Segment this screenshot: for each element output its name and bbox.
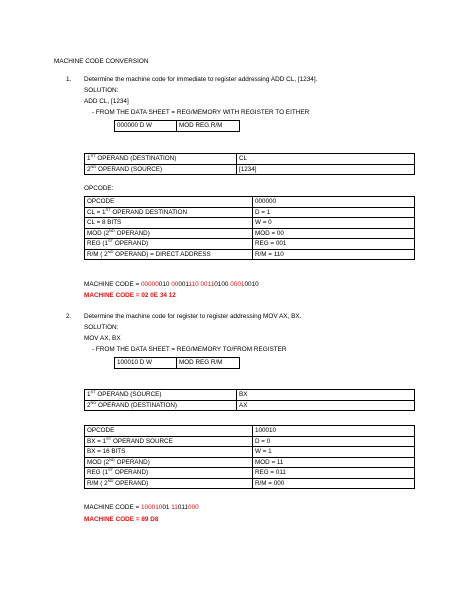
machine-code-bits (141, 504, 199, 511)
document-title: MACHINE CODE CONVERSION (54, 58, 149, 65)
instruction-text: ADD CL, [1234] (84, 98, 129, 105)
question-number: 2. (66, 313, 72, 320)
operand-ordinal: 2 (87, 401, 91, 409)
question-text: Determine the machine code for register to register addressing MOV AX, BX. (84, 313, 302, 320)
format-opcode-cell: 000000 D W (115, 121, 177, 132)
bit-group: 01 (162, 504, 170, 511)
table-row: 1ST OPERAND (SOURCE) BX (85, 390, 415, 401)
opcode-table (84, 425, 415, 489)
operand-ordinal: 1 (87, 155, 91, 162)
operand-label: OPERAND (SOURCE) (97, 391, 162, 398)
table-row: OPCODE 000000 (85, 197, 415, 208)
operand-value: AX (237, 400, 415, 411)
data-sheet-note: - FROM THE DATA SHEET = REG/MEMORY WITH REGISTER TO EITHER (92, 109, 310, 116)
instruction-text: MOV AX, BX (84, 335, 121, 342)
operand-table (84, 153, 415, 175)
bit-group: 0011 (200, 281, 215, 288)
bit-group: 11 (171, 504, 178, 511)
machine-code-hex: MACHINE CODE = 02 0E 34 12 (84, 292, 176, 299)
bit-group: 0001 (230, 281, 245, 288)
bit-group: 100010 (141, 504, 163, 511)
machine-code-binary: MACHINE CODE = 00000010 00001110 00110100 00010010 (84, 281, 259, 288)
operand-value: [1234] (237, 164, 415, 175)
solution-label: SOLUTION: (84, 87, 119, 94)
bit-group: 0100 (214, 281, 229, 288)
table-row: 1ST OPERAND (DESTINATION) CL (85, 154, 415, 165)
table-row: R/M ( 2ND OPERAND) = DIRECT ADDRESS R/M = 110 (85, 249, 415, 260)
table-row: CL = 1ST OPERAND DESTINATION D = 1 (85, 207, 415, 218)
table-row: MOD (2ND OPERAND) MOD = 00 (85, 228, 415, 239)
data-sheet-note: - FROM THE DATA SHEET = REG/MEMORY TO/FROM REGISTER (92, 346, 287, 353)
operand-table (84, 389, 415, 411)
solution-label: SOLUTION: (84, 324, 119, 331)
bit-group: 000 (188, 504, 199, 511)
operand-value: CL (237, 154, 415, 165)
table-row: R/M ( 2ND OPERAND) R/M = 000 (85, 478, 415, 489)
instruction-format-table (114, 357, 240, 369)
table-row: REG (1ST OPERAND) REG = 001 (85, 239, 415, 250)
table-row: BX = 1ST OPERAND SOURCE D = 0 (85, 436, 415, 447)
instruction-format-table (114, 120, 240, 132)
operand-label: OPERAND (SOURCE) (98, 165, 163, 173)
bit-group: 011 (177, 504, 189, 511)
operand-value: BX (237, 390, 415, 401)
question-text: Determine the machine code for immediate to register addressing ADD CL, [1234]. (84, 76, 318, 83)
bit-group: 0010 (244, 281, 259, 288)
format-modregrm-cell: MOD REG R/M (177, 121, 240, 132)
opcode-label: OPCODE: (84, 185, 114, 192)
table-row: MOD (2ND OPERAND) MOD = 11 (85, 457, 415, 468)
operand-ordinal: 1 (87, 391, 91, 398)
machine-code-binary: MACHINE CODE = 10001001 11011000 (84, 504, 199, 511)
machine-code-hex: MACHINE CODE = 89 D8 (84, 516, 159, 523)
operand-label: OPERAND (DESTINATION) (97, 155, 177, 162)
opcode-table (84, 196, 415, 260)
bit-group: 00000 (141, 281, 159, 288)
machine-code-bits (141, 281, 259, 288)
format-modregrm-cell: MOD REG R/M (177, 358, 240, 369)
bit-group: 110 (188, 281, 199, 288)
table-row: 2ND OPERAND (DESTINATION) AX (85, 400, 415, 411)
format-opcode-cell: 100010 D W (115, 358, 177, 369)
bit-group: 010 (158, 281, 170, 288)
table-row: BX = 16 BITS W = 1 (85, 447, 415, 458)
bit-group: 001 (178, 281, 189, 288)
table-row: OPCODE 100010 (85, 426, 415, 437)
table-row: REG (1ST OPERAND) REG = 011 (85, 468, 415, 479)
question-number: 1. (66, 76, 72, 83)
table-row: CL = 8 BITS W = 0 (85, 218, 415, 229)
table-row: 2ND OPERAND (SOURCE) [1234] (85, 164, 415, 175)
bit-group: 00 (171, 281, 179, 288)
operand-ordinal: 2 (87, 165, 91, 173)
operand-label: OPERAND (DESTINATION) (98, 401, 177, 409)
